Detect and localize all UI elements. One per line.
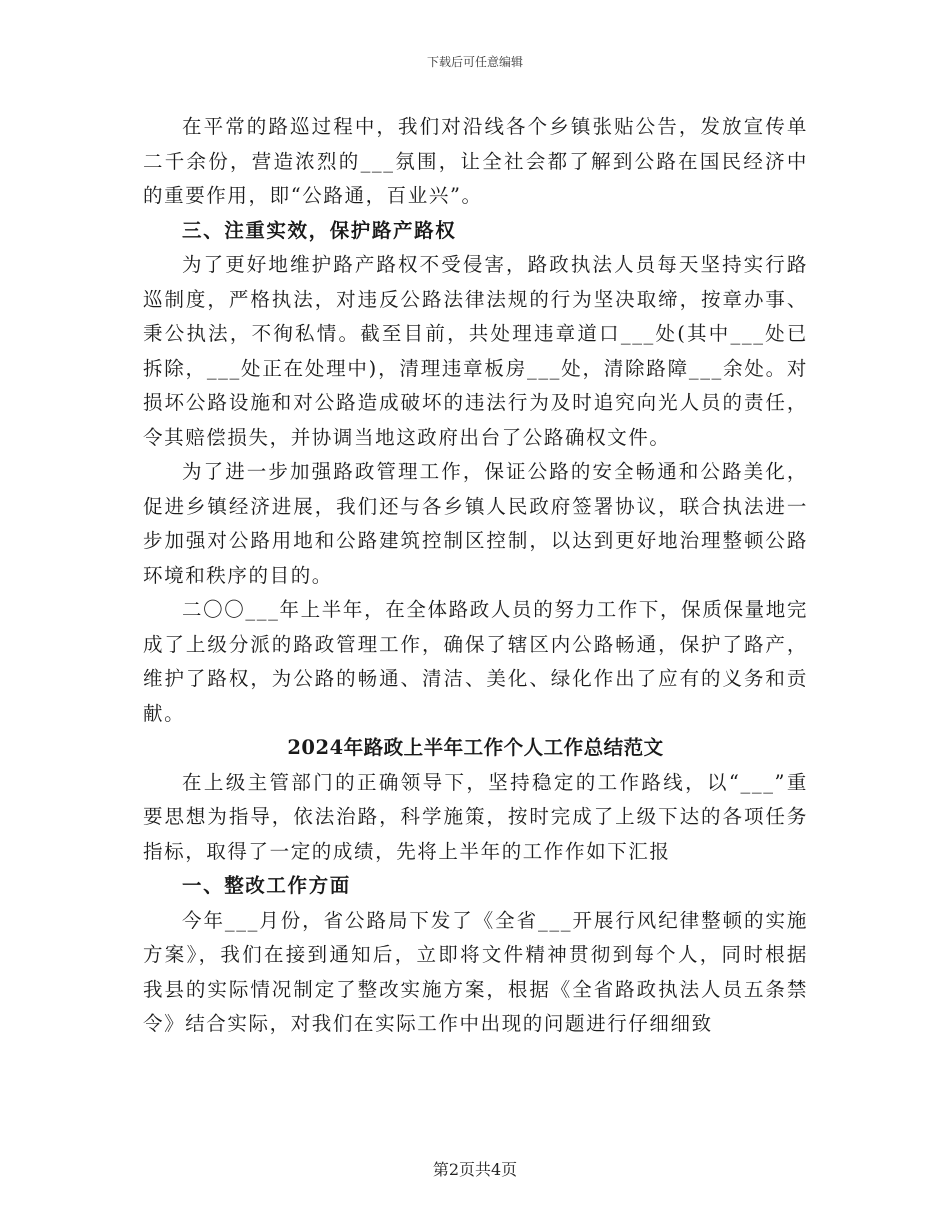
- page-footer: 第2页共4页: [432, 1160, 518, 1179]
- section-heading-1: 一、整改工作方面: [182, 874, 351, 897]
- paragraph-joint-enforcement: 为了进一步加强路政管理工作，保证公路的安全畅通和公路美化，促进乡镇经济进展，我们还与各乡镇人民政府签署协议，联合执法进一步加强对公路用地和公路建筑控制区控制，以达到更好地治理整顿公路环境和秩序的目的。: [143, 460, 808, 587]
- paragraph-intro: 在上级主管部门的正确领导下，坚持稳定的工作路线，以“___”重要思想为指导，依法治路，科学施策，按时完成了上级下达的各项任务指标，取得了一定的成绩，先将上半年的工作作如下汇报: [143, 770, 808, 863]
- paragraph-half-year-summary: 二〇〇___年上半年，在全体路政人员的努力工作下，保质保量地完成了上级分派的路政管理工作，确保了辖区内公路畅通，保护了路产，维护了路权，为公路的畅通、清洁、美化、绿化作出了应有的义务和贡献。: [143, 598, 808, 725]
- document-title: 2024年路政上半年工作个人工作总结范文: [287, 736, 664, 759]
- section-heading-3: 三、注重实效，保护路产路权: [182, 218, 457, 242]
- paragraph-publicity: 在平常的路巡过程中，我们对沿线各个乡镇张贴公告，发放宣传单二千余份，营造浓烈的___氛围，让全社会都了解到公路在国民经济中的重要作用，即“公路通，百业兴”。: [143, 115, 808, 207]
- page-header: 下载后可任意编辑: [426, 55, 523, 69]
- document-body: [143, 110, 808, 1042]
- paragraph-road-patrol: 为了更好地维护路产路权不受侵害，路政执法人员每天坚持实行路巡制度，严格执法，对违反公路法律法规的行为坚决取缔，按章办事、秉公执法，不徇私情。截至目前，共处理违章道口___处(其中___处已拆除，___处正在处理中)，清理违章板房___处，清除路障___余处。对损坏公路设施和对公路造成破坏的违法行为及时追究向光人员的责任，令其赔偿损失，并协调当地这政府出台了公路确权文件。: [143, 253, 808, 449]
- paragraph-rectification: 今年___月份，省公路局下发了《全省___开展行风纪律整顿的实施方案》，我们在接到通知后，立即将文件精神贯彻到每个人，同时根据我县的实际情况制定了整改实施方案，根据《全省路政执法人员五条禁令》结合实际，对我们在实际工作中出现的问题进行仔细细致: [143, 908, 808, 1035]
